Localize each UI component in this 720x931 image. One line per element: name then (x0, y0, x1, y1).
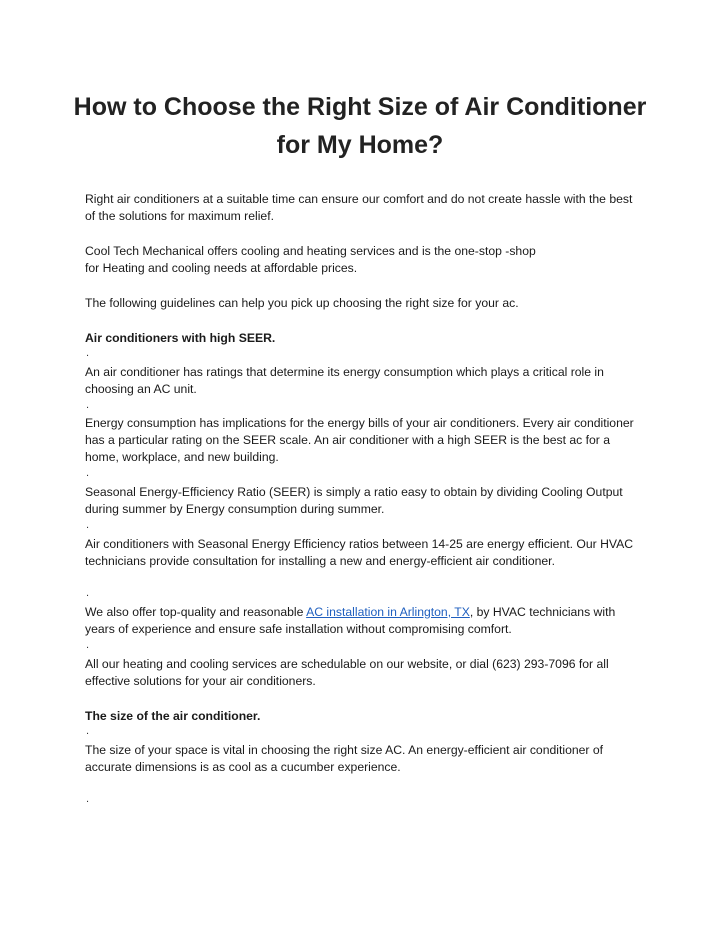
company-paragraph-line-1: Cool Tech Mechanical offers cooling and heating services and is the one-stop -shop (85, 244, 536, 258)
section-heading-size: The size of the air conditioner. (85, 709, 261, 723)
separator-dot: . (86, 587, 90, 599)
guidelines-paragraph: The following guidelines can help you pick up choosing the right size for your ac. (85, 296, 519, 310)
separator-dot: . (86, 399, 90, 411)
separator-dot: . (86, 639, 90, 651)
installation-text-before: We also offer top-quality and reasonable (85, 605, 307, 619)
separator-dot: . (86, 467, 90, 479)
size-paragraph: The size of your space is vital in choosing the right size AC. An energy-efficient air conditioner of accurate dimensions is as cool as a cucumber experience. (85, 743, 604, 775)
page-title: How to Choose the Right Size of Air Conditioner for My Home? (73, 93, 647, 159)
company-paragraph (85, 243, 645, 277)
schedule-paragraph: All our heating and cooling services are schedulable on our website, or dial (623) 293-7096 for all effective solutions for your air conditioners. (85, 657, 609, 689)
ac-installation-link[interactable]: AC installation in Arlington, TX (306, 605, 470, 619)
seer-definition-paragraph: Seasonal Energy-Efficiency Ratio (SEER) is simply a ratio easy to obtain by dividing Cooling Output during summer by Energy consumption during summer. (85, 485, 623, 517)
intro-paragraph: Right air conditioners at a suitable time can ensure our comfort and do not create hassle with the best of the solutions for maximum relief. (85, 192, 633, 224)
energy-paragraph: Energy consumption has implications for the energy bills of your air conditioners. Every air conditioner has a particular rating on the SEER scale. An air conditioner with a high SEER is the best ac for a home, workplace, and new building. (85, 416, 634, 465)
section-heading-seer: Air conditioners with high SEER. (85, 331, 276, 345)
company-paragraph-line-2: for Heating and cooling needs at affordable prices. (85, 261, 358, 276)
efficiency-paragraph: Air conditioners with Seasonal Energy Efficiency ratios between 14-25 are energy efficient. Our HVAC technicians provide consultation for installing a new and energy-efficient air conditioner. (85, 537, 634, 569)
separator-dot: . (86, 793, 90, 805)
installation-text-after: , by HVAC technicians with years of experience and ensure safe installation without compromising comfort. (85, 605, 616, 637)
separator-dot: . (86, 347, 90, 359)
separator-dot: . (86, 519, 90, 531)
installation-paragraph (85, 604, 645, 638)
separator-dot: . (86, 725, 90, 737)
ratings-paragraph: An air conditioner has ratings that determine its energy consumption which plays a critical role in choosing an AC unit. (85, 365, 604, 397)
